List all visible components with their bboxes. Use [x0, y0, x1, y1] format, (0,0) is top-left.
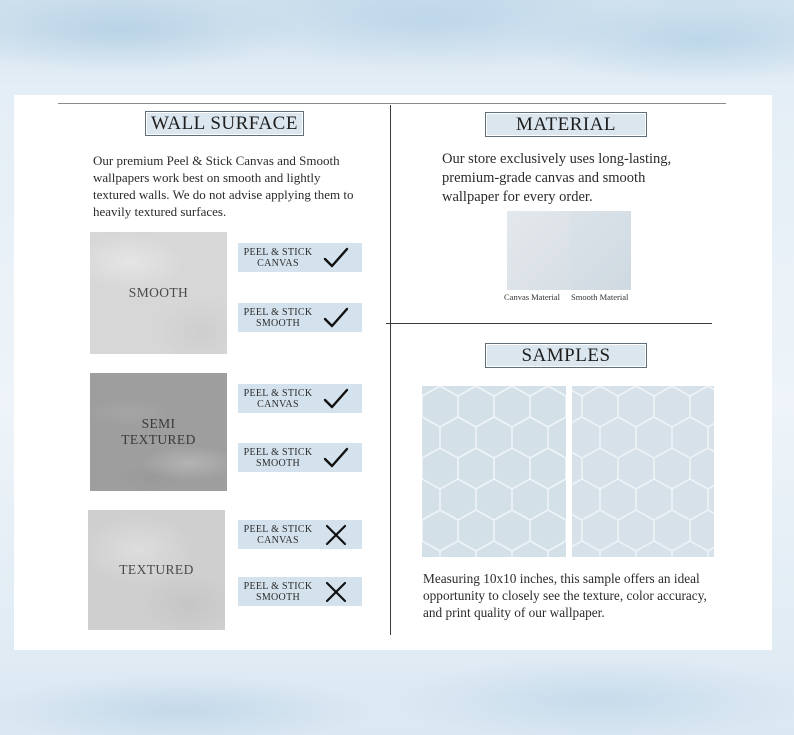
samples-description: Measuring 10x10 inches, this sample offers an ideal opportunity to closely see the texture, color accuracy, and print quality of our wallpaper. — [423, 571, 707, 620]
sky-background-bottom — [0, 650, 794, 735]
semi-canvas-tag — [238, 384, 362, 413]
material-comparison-image — [507, 211, 631, 290]
material-heading: MATERIAL — [485, 112, 647, 137]
smooth-smooth-tag — [238, 303, 362, 332]
textured-canvas-tag — [238, 520, 362, 549]
tag-label: PEEL & STICK CANVAS — [243, 246, 313, 269]
samples-heading: SAMPLES — [485, 343, 647, 368]
check-icon — [318, 384, 354, 413]
tag-label: PEEL & STICK SMOOTH — [243, 306, 313, 329]
canvas-material-caption: Canvas Material — [504, 292, 560, 302]
canvas-material-sample — [507, 211, 569, 290]
smooth-swatch: SMOOTH — [90, 232, 227, 354]
check-icon — [318, 243, 354, 272]
wall-surface-description: Our premium Peel & Stick Canvas and Smooth wallpapers work best on smooth and lightly textured walls. We do not advise applying them to heavily textured surfaces. — [93, 153, 354, 219]
cross-icon — [318, 520, 354, 549]
smooth-canvas-tag — [238, 243, 362, 272]
smooth-material-sample — [569, 211, 631, 290]
sample-image-left — [422, 386, 566, 557]
textured-smooth-tag — [238, 577, 362, 606]
wall-surface-heading: WALL SURFACE — [145, 111, 304, 136]
tag-label: PEEL & STICK CANVAS — [243, 523, 313, 546]
textured-swatch: TEXTURED — [88, 510, 225, 630]
tag-label: PEEL & STICK SMOOTH — [243, 446, 313, 469]
check-icon — [318, 443, 354, 472]
tag-label: PEEL & STICK SMOOTH — [243, 580, 313, 603]
sky-background-top — [0, 0, 794, 100]
smooth-material-caption: Smooth Material — [571, 292, 629, 302]
check-icon — [318, 303, 354, 332]
column-divider — [390, 105, 391, 635]
cross-icon — [318, 577, 354, 606]
tag-label: PEEL & STICK CANVAS — [243, 387, 313, 410]
semi-textured-swatch: SEMI TEXTURED — [90, 373, 227, 491]
semi-smooth-tag — [238, 443, 362, 472]
top-rule — [58, 103, 726, 104]
sample-image-right — [572, 386, 714, 557]
right-section-divider — [386, 323, 712, 324]
material-description: Our store exclusively uses long-lasting, premium-grade canvas and smooth wallpaper for every order. — [442, 151, 672, 205]
